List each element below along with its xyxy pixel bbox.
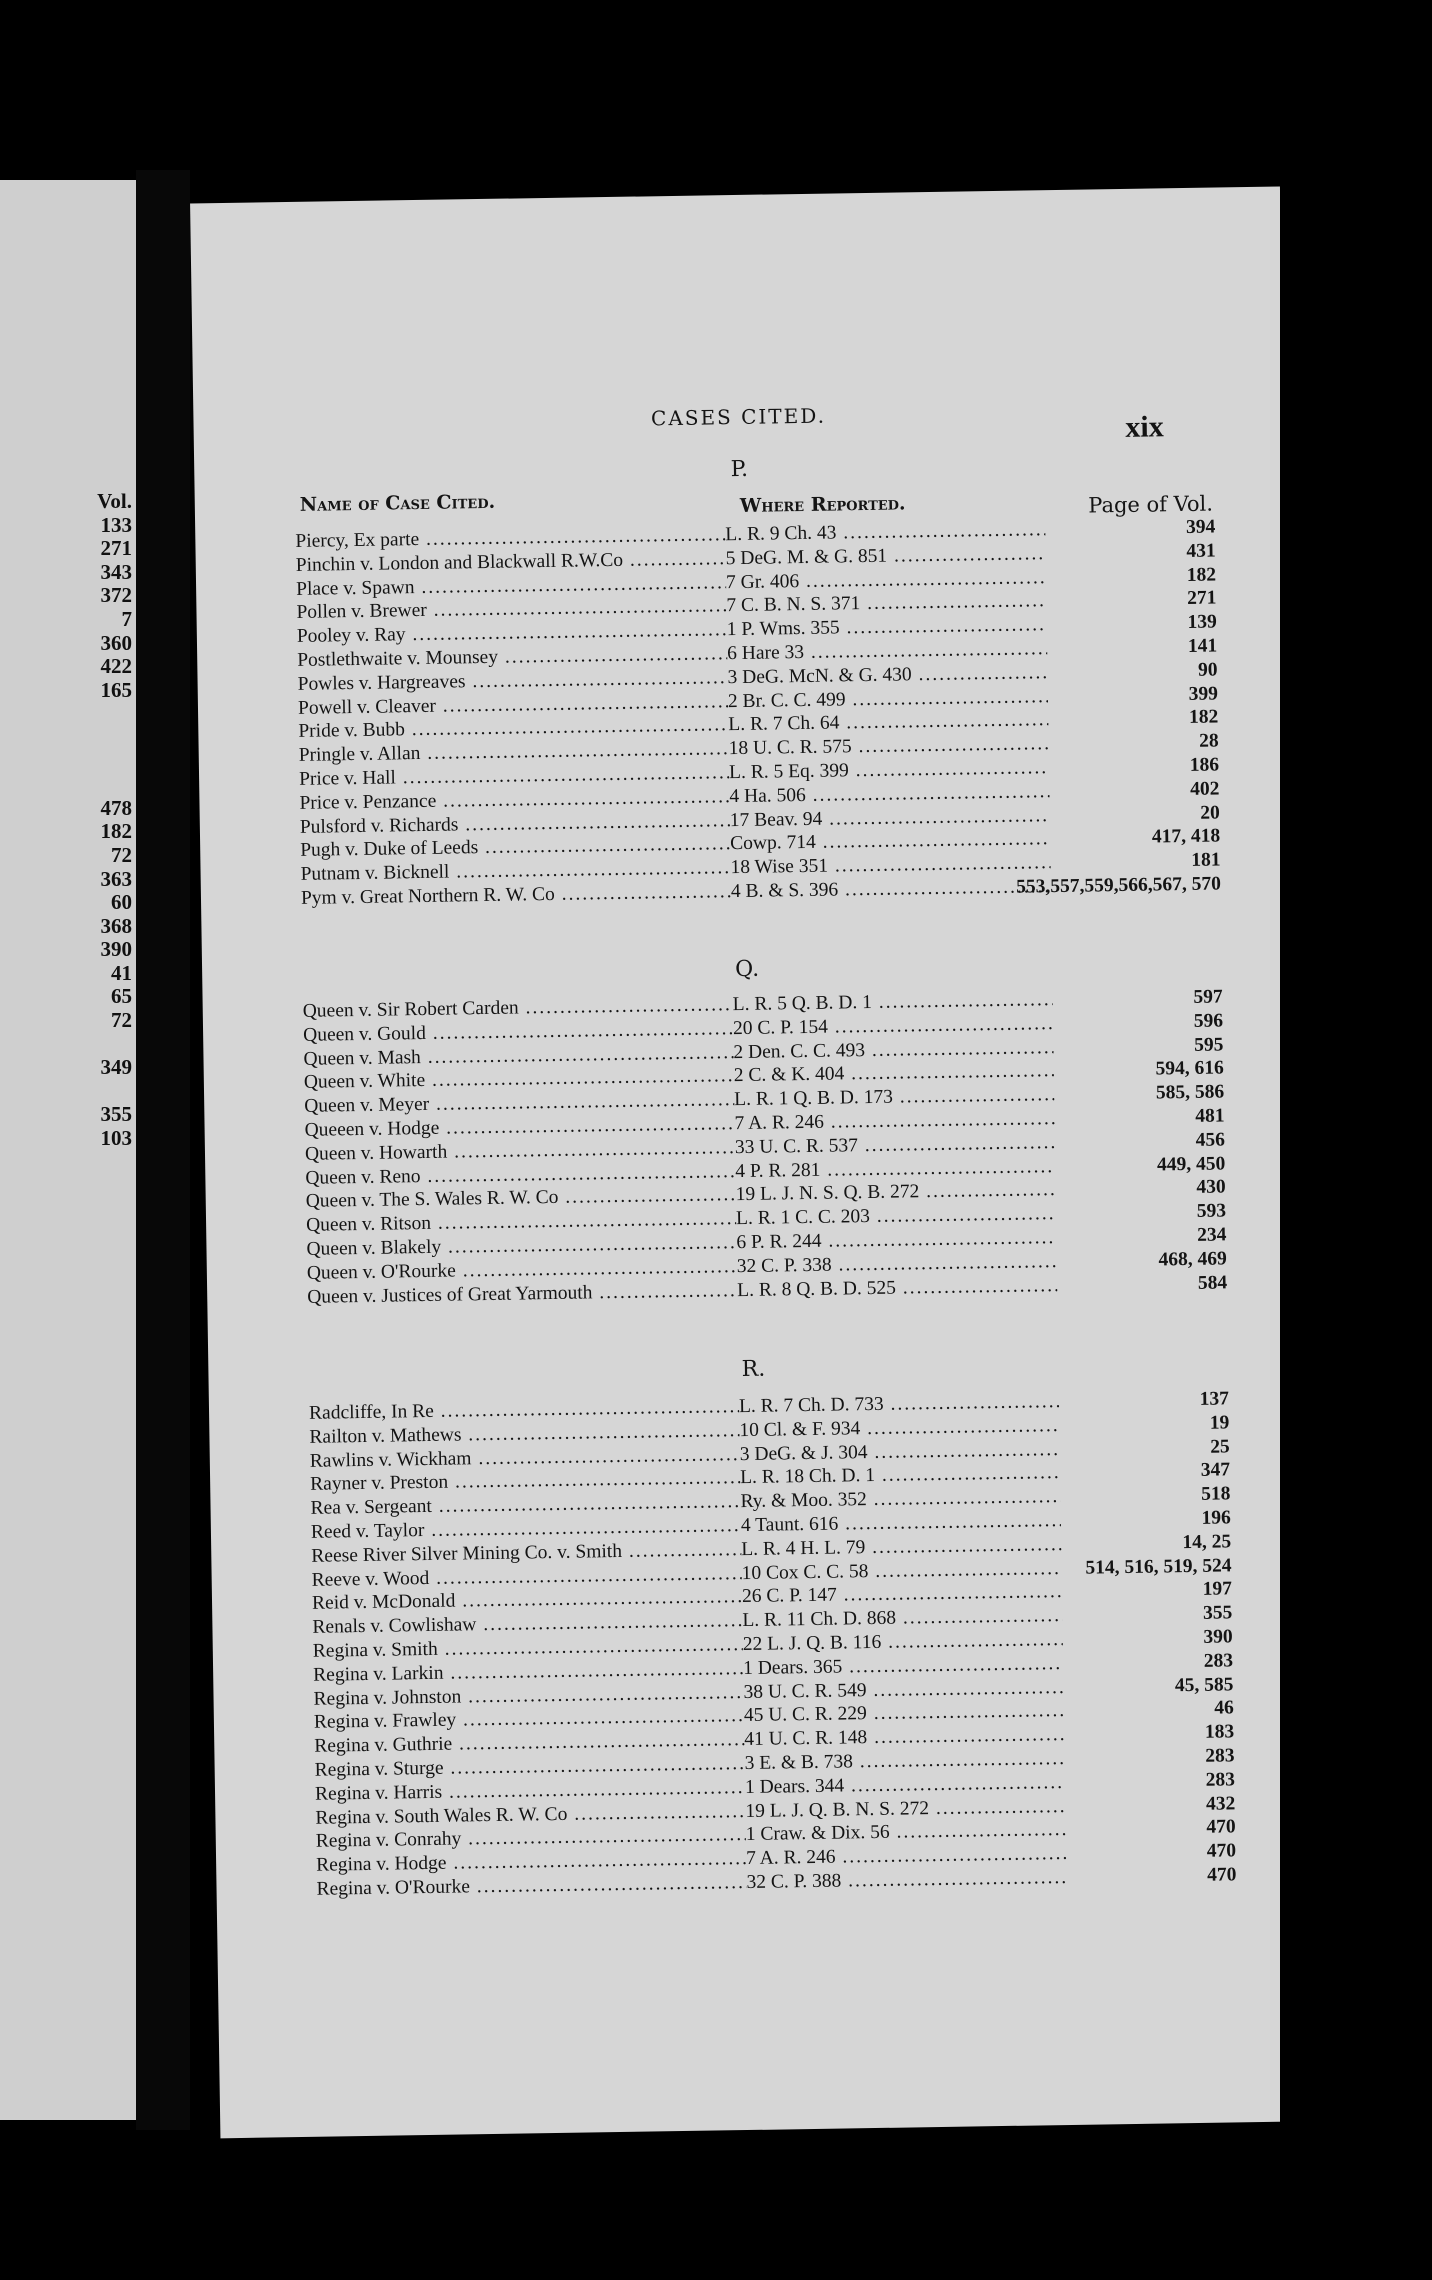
page-number: xix	[1125, 410, 1164, 444]
where-reported: 1 Dears. 365 .....	[743, 1652, 1063, 1681]
page-of-vol: 456	[1195, 1129, 1226, 1151]
case-name: Regina v. Frawley .....	[314, 1704, 744, 1735]
where-reported: 4 B. & S. 396 .....	[731, 875, 1051, 904]
case-name: Queen v. Blakely .....	[306, 1231, 736, 1262]
section-letter-p: P.	[730, 456, 749, 483]
where-reported: 19 L. J. N. S. Q. B. 272 .....	[736, 1178, 1056, 1207]
section-letter-r: R.	[741, 1356, 766, 1383]
page-of-vol: 25	[1210, 1435, 1230, 1458]
page-of-vol: 394	[1185, 516, 1216, 538]
page-of-vol: 90	[1197, 659, 1218, 681]
case-name: Regina v. O'Rourke .....	[316, 1871, 746, 1902]
page-of-vol: 141	[1187, 635, 1218, 657]
facing-page-fragment: 360	[100, 630, 132, 655]
facing-page-fragment: 72	[111, 842, 132, 867]
case-name: Regina v. Conrahy .....	[316, 1823, 746, 1854]
facing-page-fragment: 72	[111, 1008, 132, 1033]
facing-page-fragment: Vol.	[97, 489, 132, 513]
page-of-vol: 417, 418	[1151, 825, 1221, 848]
page-of-vol: 186	[1189, 754, 1220, 776]
page-of-vol: 14, 25	[1182, 1531, 1232, 1553]
where-reported: 4 Ha. 506 .....	[729, 780, 1049, 809]
facing-page-fragment: 368	[100, 913, 132, 938]
page-of-vol: 137	[1199, 1388, 1230, 1410]
where-reported: 1 Dears. 344 .....	[745, 1771, 1065, 1800]
case-name: Queen v. The S. Wales R. W. Co .....	[306, 1183, 736, 1214]
section-p-rows	[295, 515, 1221, 910]
case-name: Reeve v. Wood .....	[312, 1562, 742, 1593]
facing-page-fragment: 271	[100, 536, 132, 561]
where-reported: 17 Beav. 94 .....	[730, 804, 1050, 833]
page-of-vol: 234	[1196, 1224, 1227, 1246]
facing-page-volume-column	[72, 490, 132, 1151]
page-of-vol: 139	[1187, 611, 1217, 634]
where-reported: L. R. 5 Eq. 399 .....	[729, 756, 1049, 785]
page-of-vol: 432	[1205, 1792, 1236, 1815]
page-of-vol: 355	[1202, 1602, 1233, 1624]
case-name: Regina v. Guthrie .....	[314, 1728, 744, 1759]
page-of-vol: 181	[1191, 849, 1221, 872]
case-name: Queeen v. Hodge .....	[304, 1112, 734, 1143]
case-name: Radcliffe, In Re .....	[309, 1395, 739, 1426]
case-name: Queen v. Mash .....	[303, 1041, 733, 1072]
where-reported: L. R. 7 Ch. D. 733 .....	[739, 1390, 1059, 1419]
facing-page-fragment: 133	[100, 512, 132, 537]
page-of-vol: 470	[1207, 1864, 1237, 1886]
case-name: Pollen v. Brewer .....	[296, 595, 726, 626]
case-name: Rawlins v. Wickham .....	[310, 1443, 740, 1474]
facing-page-fragment: 355	[100, 1102, 132, 1127]
where-reported: 7 A. R. 246 .....	[746, 1842, 1066, 1871]
case-name: Pugh v. Duke of Leeds .....	[300, 833, 730, 864]
facing-page-fragment: 182	[100, 819, 132, 844]
case-name: Pringle v. Allan .....	[299, 737, 729, 768]
where-reported: Ry. & Moo. 352 .....	[740, 1485, 1060, 1514]
facing-page-fragment: 363	[100, 866, 132, 891]
page-of-vol: 470	[1206, 1816, 1236, 1839]
facing-page-fragment: 103	[100, 1126, 132, 1151]
page-of-vol: 283	[1205, 1745, 1235, 1767]
page-of-vol: 46	[1214, 1697, 1234, 1720]
where-reported: 1 Craw. & Dix. 56 .....	[746, 1818, 1066, 1847]
where-reported: L. R. 9 Ch. 43 .....	[725, 518, 1045, 547]
where-reported: L. R. 7 Ch. 64 .....	[728, 709, 1048, 738]
case-name: Rayner v. Preston .....	[310, 1466, 740, 1497]
where-reported: L. R. 4 H. L. 79 .....	[741, 1533, 1061, 1562]
book-gutter	[136, 170, 190, 2130]
page-of-vol: 182	[1188, 706, 1219, 729]
case-name: Regina v. Hodge .....	[316, 1847, 746, 1878]
column-header-page: Page of Vol.	[1088, 491, 1214, 518]
where-reported: 6 Hare 33 .....	[727, 637, 1047, 666]
page-of-vol: 390	[1203, 1626, 1233, 1648]
where-reported: Cowp. 714 .....	[730, 827, 1050, 856]
case-name: Pooley v. Ray .....	[297, 618, 727, 649]
page-of-vol: 402	[1189, 778, 1220, 800]
page-of-vol: 197	[1202, 1578, 1233, 1601]
page-of-vol: 593	[1196, 1200, 1227, 1223]
case-name: Regina v. Larkin .....	[313, 1657, 743, 1688]
where-reported: 1 P. Wms. 355 .....	[727, 613, 1047, 642]
facing-page-fragment	[72, 726, 132, 750]
page-of-vol: 183	[1204, 1721, 1235, 1743]
case-name: Place v. Spawn .....	[296, 571, 726, 602]
page-of-vol: 553,557,559,566,567, 570	[1015, 873, 1222, 898]
page-of-vol: 596	[1193, 1010, 1224, 1032]
facing-page-fragment	[72, 773, 132, 797]
case-name: Queen v. Justices of Great Yarmouth .....	[307, 1279, 737, 1310]
where-reported: 19 L. J. Q. B. N. S. 272 .....	[745, 1795, 1065, 1824]
where-reported: 10 Cox C. C. 58 .....	[741, 1557, 1061, 1586]
where-reported: 33 U. C. R. 537 .....	[735, 1131, 1055, 1160]
facing-page-fragment	[72, 750, 132, 774]
where-reported: 20 C. P. 154 .....	[733, 1012, 1053, 1041]
where-reported: 7 C. B. N. S. 371 .....	[726, 590, 1046, 619]
facing-page-fragment: 41	[111, 960, 132, 985]
where-reported: 45 U. C. R. 229 .....	[744, 1699, 1064, 1728]
page-of-vol: 595	[1193, 1034, 1224, 1056]
facing-page-fragment: 390	[100, 937, 132, 962]
facing-page-fragment: 478	[100, 795, 132, 820]
where-reported: 41 U. C. R. 148 .....	[744, 1723, 1064, 1752]
case-name: Regina v. Johnston .....	[313, 1681, 743, 1712]
where-reported: 7 Gr. 406 .....	[726, 566, 1046, 595]
page-of-vol: 594, 616	[1155, 1057, 1224, 1080]
page-of-vol: 430	[1196, 1176, 1226, 1199]
facing-page-fragment: 165	[100, 677, 132, 702]
where-reported: 32 C. P. 388 .....	[746, 1866, 1066, 1895]
case-name: Queen v. White .....	[304, 1065, 734, 1096]
background-shadow	[1280, 0, 1432, 2280]
where-reported: 38 U. C. R. 549 .....	[743, 1676, 1063, 1705]
where-reported: 4 P. R. 281 .....	[735, 1155, 1055, 1184]
page-of-vol: 585, 586	[1155, 1081, 1225, 1104]
page-of-vol: 196	[1201, 1507, 1232, 1529]
case-name: Reed v. Taylor .....	[311, 1514, 741, 1545]
where-reported: 18 Wise 351 .....	[730, 851, 1050, 880]
page-of-vol: 45, 585	[1174, 1673, 1234, 1696]
facing-page-fragment: 372	[100, 583, 132, 608]
facing-page-fragment: 349	[100, 1055, 132, 1080]
where-reported: L. R. 1 Q. B. D. 173 .....	[734, 1083, 1054, 1112]
case-name: Price v. Hall .....	[299, 761, 729, 792]
where-reported: L. R. 18 Ch. D. 1 .....	[740, 1461, 1060, 1490]
case-name: Queen v. Meyer .....	[304, 1088, 734, 1119]
page-of-vol: 470	[1206, 1840, 1237, 1862]
case-name: Regina v. Sturge .....	[315, 1752, 745, 1783]
where-reported: 26 C. P. 147 .....	[742, 1580, 1062, 1609]
case-name: Putnam v. Bicknell .....	[300, 856, 730, 887]
case-name: Postlethwaite v. Mounsey .....	[297, 642, 727, 673]
case-name: Powles v. Hargreaves .....	[297, 666, 727, 697]
column-header-where: Where Reported.	[739, 492, 906, 517]
section-letter-q: Q.	[735, 956, 760, 983]
page-of-vol: 514, 516, 519, 524	[1085, 1554, 1232, 1579]
case-name: Reese River Silver Mining Co. v. Smith .....	[311, 1538, 741, 1569]
facing-page-edge	[0, 180, 136, 2120]
case-name: Piercy, Ex parte .....	[295, 523, 725, 554]
page-of-vol: 584	[1197, 1271, 1228, 1294]
where-reported: 2 Br. C. C. 499 .....	[728, 685, 1048, 714]
where-reported: 2 C. & K. 404 .....	[734, 1059, 1054, 1088]
where-reported: 3 E. & B. 738 .....	[744, 1747, 1064, 1776]
facing-page-fragment	[72, 702, 132, 726]
case-name: Queen v. Ritson .....	[306, 1207, 736, 1238]
where-reported: 5 DeG. M. & G. 851 .....	[726, 542, 1046, 571]
page-of-vol: 431	[1186, 540, 1216, 562]
where-reported: 32 C. P. 338 .....	[737, 1250, 1057, 1279]
case-name: Queen v. Sir Robert Carden .....	[303, 993, 733, 1024]
case-name: Queen v. O'Rourke .....	[307, 1255, 737, 1286]
case-name: Queen v. Reno .....	[305, 1160, 735, 1191]
page-of-vol: 468, 469	[1158, 1248, 1227, 1271]
page-of-vol: 283	[1203, 1650, 1234, 1672]
where-reported: 3 DeG. McN. & G. 430 .....	[727, 661, 1047, 690]
facing-page-fragment: 7	[121, 606, 132, 631]
case-name: Price v. Penzance .....	[299, 785, 729, 816]
where-reported: 10 Cl. & F. 934 .....	[739, 1414, 1059, 1443]
case-name: Queen v. Gould .....	[303, 1017, 733, 1048]
case-name: Reid v. McDonald .....	[312, 1585, 742, 1616]
case-name: Rea v. Sergeant .....	[310, 1490, 740, 1521]
case-name: Powell v. Cleaver .....	[298, 690, 728, 721]
facing-page-fragment: 60	[111, 890, 132, 915]
where-reported: L. R. 1 C. C. 203 .....	[736, 1202, 1056, 1231]
where-reported: 2 Den. C. C. 493 .....	[733, 1036, 1053, 1065]
where-reported: 4 Taunt. 616 .....	[741, 1509, 1061, 1538]
page-of-vol: 399	[1188, 683, 1219, 705]
case-name: Pulsford v. Richards .....	[300, 809, 730, 840]
where-reported: 18 U. C. R. 575 .....	[729, 732, 1049, 761]
page-of-vol: 347	[1200, 1459, 1231, 1482]
where-reported: L. R. 11 Ch. D. 868 .....	[742, 1604, 1062, 1633]
column-header-name: Name of Case Cited.	[299, 490, 496, 516]
page-of-vol: 182	[1186, 564, 1217, 586]
running-header: CASES CITED.	[650, 403, 827, 431]
page-of-vol: 449, 450	[1156, 1152, 1226, 1176]
where-reported: 6 P. R. 244 .....	[736, 1226, 1056, 1255]
case-name: Pinchin v. London and Blackwall R.W.Co .....	[296, 547, 726, 578]
page-of-vol: 597	[1193, 986, 1223, 1008]
case-name: Renals v. Cowlishaw .....	[312, 1609, 742, 1640]
facing-page-fragment	[72, 1080, 132, 1104]
case-name: Regina v. South Wales R. W. Co .....	[315, 1800, 745, 1831]
facing-page-fragment: 343	[100, 559, 132, 584]
page-of-vol: 518	[1201, 1483, 1231, 1506]
book-page	[190, 186, 1310, 2138]
where-reported: 7 A. R. 246 .....	[734, 1107, 1054, 1136]
facing-page-fragment: 65	[111, 984, 132, 1009]
where-reported: L. R. 5 Q. B. D. 1 .....	[733, 988, 1053, 1017]
case-name: Queen v. Howarth .....	[305, 1136, 735, 1167]
case-name: Railton v. Mathews .....	[309, 1419, 739, 1450]
page-of-vol: 481	[1195, 1105, 1225, 1127]
facing-page-fragment	[72, 1033, 132, 1057]
section-r-rows	[309, 1387, 1237, 1901]
case-name: Regina v. Smith .....	[313, 1633, 743, 1664]
where-reported: 22 L. J. Q. B. 116 .....	[743, 1628, 1063, 1657]
facing-page-fragment: 422	[100, 654, 132, 679]
case-name: Pym v. Great Northern R. W. Co .....	[301, 880, 731, 911]
where-reported: L. R. 8 Q. B. D. 525 .....	[737, 1274, 1057, 1303]
page-of-vol: 271	[1186, 587, 1217, 610]
section-q-rows	[303, 985, 1228, 1309]
page-of-vol: 19	[1209, 1412, 1230, 1434]
where-reported: 3 DeG. & J. 304 .....	[740, 1438, 1060, 1467]
page-of-vol: 20	[1200, 802, 1220, 824]
case-name: Regina v. Harris .....	[315, 1776, 745, 1807]
case-name: Pride v. Bubb .....	[298, 714, 728, 745]
page-of-vol: 28	[1198, 730, 1219, 752]
page-of-vol: 283	[1205, 1769, 1236, 1791]
